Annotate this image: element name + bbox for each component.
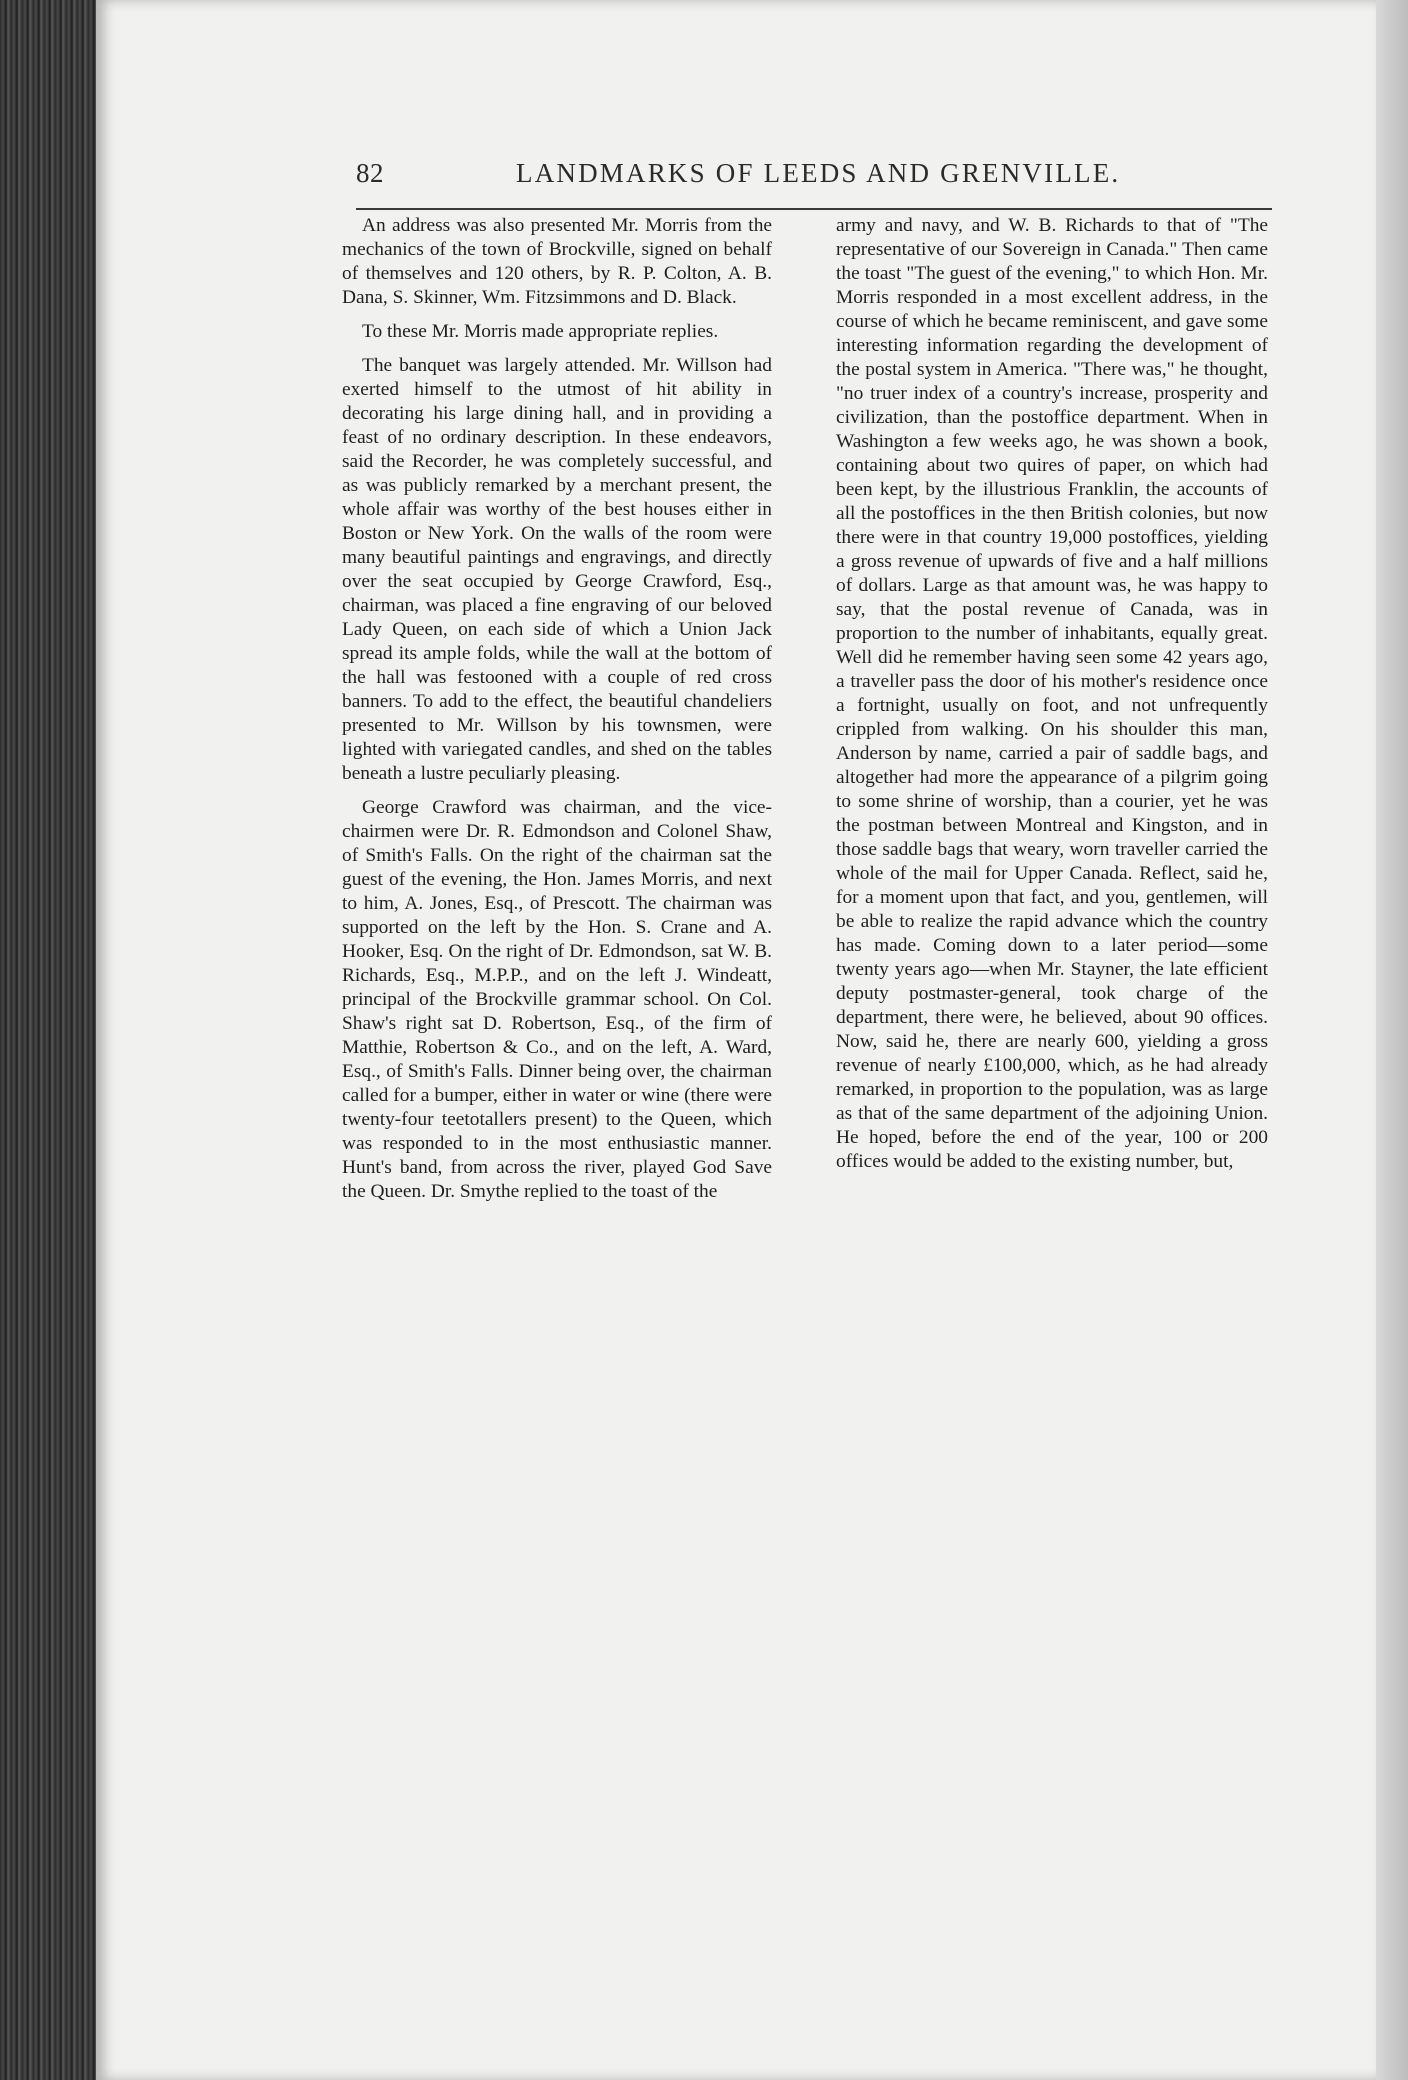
book-page-edges: [0, 0, 96, 2080]
page-number: 82: [356, 158, 384, 188]
right-column: [836, 214, 1268, 1184]
header-rule: [356, 208, 1272, 210]
paragraph: George Crawford was chairman, and the vice-chairmen were Dr. R. Edmondson and Colonel Shaw, of Smith's Falls. On the right of the chairman sat the guest of the evening, the Hon. James Morris, and next to him, A. Jones, Esq., of Prescott. The chairman was supported on the left by the Hon. S. Crane and A. Hooker, Esq. On the right of Dr. Edmondson, sat W. B. Richards, Esq., M.P.P., and on the left J. Windeatt, principal of the Brockville grammar school. On Col. Shaw's right sat D. Robertson, Esq., of the firm of Matthie, Robertson & Co., and on the left, A. Ward, Esq., of Smith's Falls. Dinner being over, the chairman called for a bumper, either in water or wine (there were twenty-four teetotallers present) to the Queen, which was responded to in the most enthusiastic manner. Hunt's band, from across the river, played God Save the Queen. Dr. Smythe replied to the toast of the: [342, 797, 772, 1202]
page-header: [356, 158, 1272, 200]
paragraph: An address was also presented Mr. Morris from the mechanics of the town of Brockville, signed on behalf of themselves and 120 others, by R. P. Colton, A. B. Dana, S. Skinner, Wm. Fitzsimmons and D. Black.: [342, 215, 772, 308]
paragraph: To these Mr. Morris made appropriate replies.: [362, 321, 719, 342]
scan-right-margin: [1376, 0, 1408, 2080]
paragraph: army and navy, and W. B. Richards to that of "The representative of our Sovereign in Canada." Then came the toast "The guest of the evening," to which Hon. Mr. Morris responded in a most excellent address, in the course of which he became reminiscent, and gave some interesting information regarding the development of the postal system in America. "There was," he thought, "no truer index of a country's increase, prosperity and civilization, than the postoffice department. When in Washington a few weeks ago, he was shown a book, containing about two quires of paper, on which had been kept, by the illustrious Franklin, the accounts of all the postoffices in the then British colonies, but now there were in that country 19,000 postoffices, yielding a gross revenue of upwards of five and a half millions of dollars. Large as that amount was, he was happy to say, that the postal revenue of Canada, was in proportion to the number of inhabitants, equally great. Well did he remember having seen some 42 years ago, a traveller pass the door of his mother's residence once a fortnight, usually on foot, and not unfrequently crippled from walking. On his shoulder this man, Anderson by name, carried a pair of saddle bags, and altogether had more the appearance of a pilgrim going to some shrine of worship, than a courier, yet he was the postman between Montreal and Kingston, and in those saddle bags that weary, worn traveller carried the whole of the mail for Upper Canada. Reflect, said he, for a moment upon that fact, and you, gentlemen, will be able to realize the rapid advance which the country has made. Coming down to a later period—some twenty years ago—when Mr. Stayner, the late efficient deputy postmaster-general, took charge of the department, there were, he believed, about 90 offices. Now, said he, there are nearly 600, yielding a gross revenue of nearly £100,000, which, as he had already remarked, in proportion to the population, was as large as that of the same department of the adjoining Union. He hoped, before the end of the year, 100 or 200 offices would be added to the existing number, but,: [836, 215, 1268, 1172]
left-column: [342, 214, 772, 1214]
running-title: LANDMARKS OF LEEDS AND GRENVILLE.: [516, 158, 1121, 188]
paragraph: The banquet was largely attended. Mr. Willson had exerted himself to the utmost of hit ability in decorating his large dining hall, and in providing a feast of no ordinary description. In these endeavors, said the Recorder, he was completely successful, and as was publicly remarked by a merchant present, the whole affair was worthy of the best houses either in Boston or New York. On the walls of the room were many beautiful paintings and engravings, and directly over the seat occupied by George Crawford, Esq., chairman, was placed a fine engraving of our beloved Lady Queen, on each side of which a Union Jack spread its ample folds, while the wall at the bottom of the hall was festooned with a couple of red cross banners. To add to the effect, the beautiful chandeliers presented to Mr. Willson by his townsmen, were lighted with variegated candles, and shed on the tables beneath a lustre peculiarly pleasing.: [342, 355, 772, 784]
